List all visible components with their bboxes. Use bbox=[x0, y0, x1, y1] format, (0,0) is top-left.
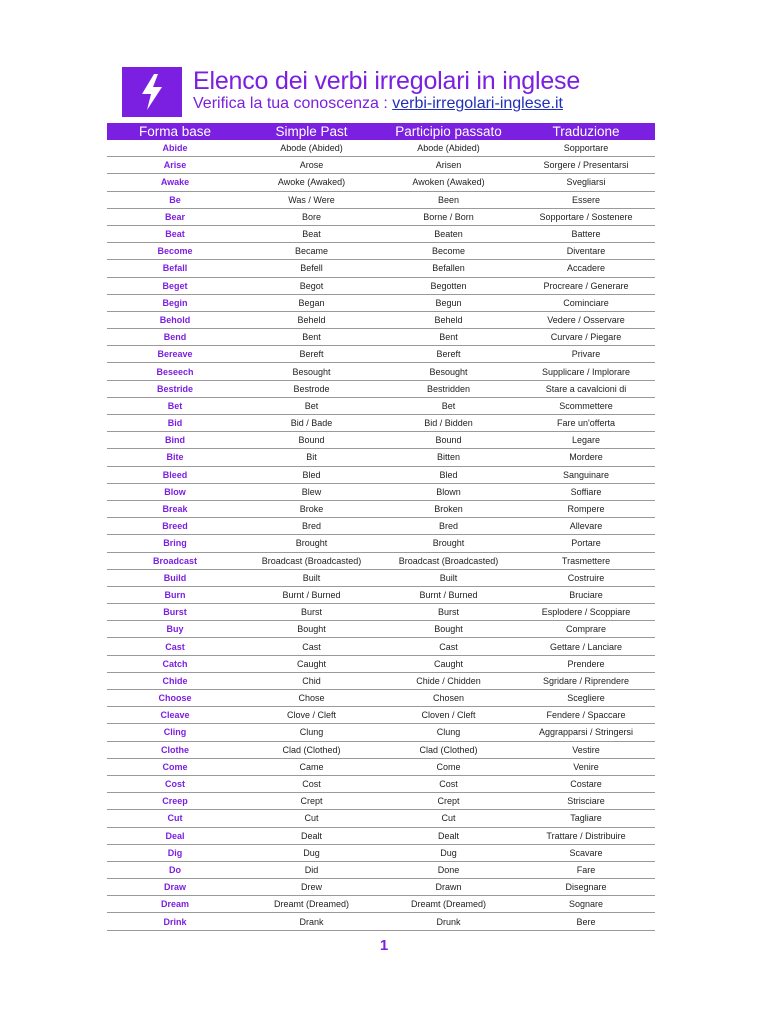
table-row bbox=[107, 311, 655, 328]
table-row bbox=[107, 586, 655, 603]
table-row bbox=[107, 655, 655, 672]
cell-base-form: Arise bbox=[107, 157, 243, 174]
cell-simple-past: Cast bbox=[243, 638, 380, 655]
cell-past-participle: Abode (Abided) bbox=[380, 140, 517, 157]
cell-simple-past: Blew bbox=[243, 483, 380, 500]
cell-simple-past: Clad (Clothed) bbox=[243, 741, 380, 758]
cell-translation: Procreare / Generare bbox=[517, 277, 655, 294]
cell-translation: Portare bbox=[517, 535, 655, 552]
page-header bbox=[122, 67, 662, 117]
cell-translation: Trasmettere bbox=[517, 552, 655, 569]
cell-simple-past: Besought bbox=[243, 363, 380, 380]
cell-translation: Legare bbox=[517, 432, 655, 449]
cell-base-form: Bear bbox=[107, 208, 243, 225]
cell-simple-past: Came bbox=[243, 758, 380, 775]
table-row bbox=[107, 793, 655, 810]
cell-base-form: Befall bbox=[107, 260, 243, 277]
cell-simple-past: Burst bbox=[243, 604, 380, 621]
cell-past-participle: Become bbox=[380, 243, 517, 260]
cell-base-form: Begin bbox=[107, 294, 243, 311]
cell-translation: Comprare bbox=[517, 621, 655, 638]
cell-simple-past: Abode (Abided) bbox=[243, 140, 380, 157]
table-row bbox=[107, 758, 655, 775]
cell-translation: Sognare bbox=[517, 896, 655, 913]
cell-past-participle: Drawn bbox=[380, 879, 517, 896]
cell-past-participle: Dealt bbox=[380, 827, 517, 844]
cell-base-form: Break bbox=[107, 500, 243, 517]
table-row bbox=[107, 157, 655, 174]
cell-base-form: Chide bbox=[107, 672, 243, 689]
cell-simple-past: Bled bbox=[243, 466, 380, 483]
cell-past-participle: Chosen bbox=[380, 690, 517, 707]
cell-base-form: Beget bbox=[107, 277, 243, 294]
table-row bbox=[107, 879, 655, 896]
cell-simple-past: Burnt / Burned bbox=[243, 586, 380, 603]
cell-translation: Sorgere / Presentarsi bbox=[517, 157, 655, 174]
cell-translation: Fare un'offerta bbox=[517, 415, 655, 432]
cell-translation: Scavare bbox=[517, 844, 655, 861]
cell-past-participle: Begotten bbox=[380, 277, 517, 294]
cell-simple-past: Caught bbox=[243, 655, 380, 672]
cell-simple-past: Beat bbox=[243, 225, 380, 242]
cell-base-form: Bid bbox=[107, 415, 243, 432]
cell-base-form: Bite bbox=[107, 449, 243, 466]
cell-base-form: Clothe bbox=[107, 741, 243, 758]
cell-past-participle: Bled bbox=[380, 466, 517, 483]
cell-past-participle: Bid / Bidden bbox=[380, 415, 517, 432]
cell-past-participle: Bent bbox=[380, 329, 517, 346]
table-row bbox=[107, 294, 655, 311]
table-row bbox=[107, 552, 655, 569]
cell-base-form: Beseech bbox=[107, 363, 243, 380]
cell-simple-past: Was / Were bbox=[243, 191, 380, 208]
table-row bbox=[107, 432, 655, 449]
cell-past-participle: Come bbox=[380, 758, 517, 775]
column-header-base-form: Forma base bbox=[107, 123, 243, 140]
table-row bbox=[107, 415, 655, 432]
cell-past-participle: Besought bbox=[380, 363, 517, 380]
cell-simple-past: Broadcast (Broadcasted) bbox=[243, 552, 380, 569]
cell-past-participle: Brought bbox=[380, 535, 517, 552]
cell-translation: Disegnare bbox=[517, 879, 655, 896]
cell-base-form: Dig bbox=[107, 844, 243, 861]
table-row bbox=[107, 483, 655, 500]
cell-translation: Bruciare bbox=[517, 586, 655, 603]
cell-base-form: Blow bbox=[107, 483, 243, 500]
cell-base-form: Bring bbox=[107, 535, 243, 552]
table-row bbox=[107, 346, 655, 363]
cell-past-participle: Bitten bbox=[380, 449, 517, 466]
cell-simple-past: Crept bbox=[243, 793, 380, 810]
table-row bbox=[107, 913, 655, 930]
table-header-row bbox=[107, 123, 655, 140]
cell-base-form: Dream bbox=[107, 896, 243, 913]
cell-simple-past: Broke bbox=[243, 500, 380, 517]
cell-simple-past: Did bbox=[243, 861, 380, 878]
table-row bbox=[107, 243, 655, 260]
cell-past-participle: Chide / Chidden bbox=[380, 672, 517, 689]
cell-simple-past: Chose bbox=[243, 690, 380, 707]
cell-past-participle: Befallen bbox=[380, 260, 517, 277]
cell-simple-past: Bent bbox=[243, 329, 380, 346]
table-row bbox=[107, 449, 655, 466]
cell-translation: Sopportare bbox=[517, 140, 655, 157]
site-link[interactable]: verbi-irregolari-inglese.it bbox=[392, 95, 563, 112]
cell-base-form: Breed bbox=[107, 518, 243, 535]
cell-base-form: Burn bbox=[107, 586, 243, 603]
cell-translation: Bere bbox=[517, 913, 655, 930]
cell-past-participle: Clung bbox=[380, 724, 517, 741]
table-row bbox=[107, 466, 655, 483]
cell-translation: Allevare bbox=[517, 518, 655, 535]
cell-past-participle: Bet bbox=[380, 397, 517, 414]
cell-translation: Esplodere / Scoppiare bbox=[517, 604, 655, 621]
page-subtitle bbox=[193, 95, 563, 113]
table-row bbox=[107, 380, 655, 397]
cell-past-participle: Bought bbox=[380, 621, 517, 638]
cell-simple-past: Cost bbox=[243, 775, 380, 792]
cell-base-form: Broadcast bbox=[107, 552, 243, 569]
table-row bbox=[107, 638, 655, 655]
table-row bbox=[107, 896, 655, 913]
column-header-simple-past: Simple Past bbox=[243, 123, 380, 140]
cell-base-form: Behold bbox=[107, 311, 243, 328]
logo bbox=[122, 67, 182, 117]
cell-base-form: Cut bbox=[107, 810, 243, 827]
column-header-past-participle: Participio passato bbox=[380, 123, 517, 140]
cell-translation: Gettare / Lanciare bbox=[517, 638, 655, 655]
cell-base-form: Bind bbox=[107, 432, 243, 449]
cell-base-form: Cast bbox=[107, 638, 243, 655]
cell-simple-past: Drank bbox=[243, 913, 380, 930]
column-header-translation: Traduzione bbox=[517, 123, 655, 140]
cell-past-participle: Arisen bbox=[380, 157, 517, 174]
table-row bbox=[107, 775, 655, 792]
cell-base-form: Build bbox=[107, 569, 243, 586]
cell-simple-past: Bestrode bbox=[243, 380, 380, 397]
cell-translation: Accadere bbox=[517, 260, 655, 277]
cell-translation: Costare bbox=[517, 775, 655, 792]
cell-past-participle: Cut bbox=[380, 810, 517, 827]
cell-translation: Stare a cavalcioni di bbox=[517, 380, 655, 397]
cell-base-form: Draw bbox=[107, 879, 243, 896]
cell-simple-past: Brought bbox=[243, 535, 380, 552]
cell-past-participle: Caught bbox=[380, 655, 517, 672]
table-row bbox=[107, 500, 655, 517]
cell-simple-past: Bid / Bade bbox=[243, 415, 380, 432]
cell-translation: Aggrapparsi / Stringersi bbox=[517, 724, 655, 741]
cell-past-participle: Bereft bbox=[380, 346, 517, 363]
cell-past-participle: Built bbox=[380, 569, 517, 586]
cell-translation: Mordere bbox=[517, 449, 655, 466]
cell-base-form: Bereave bbox=[107, 346, 243, 363]
cell-past-participle: Beaten bbox=[380, 225, 517, 242]
cell-translation: Sgridare / Riprendere bbox=[517, 672, 655, 689]
cell-translation: Privare bbox=[517, 346, 655, 363]
cell-translation: Cominciare bbox=[517, 294, 655, 311]
cell-simple-past: Dug bbox=[243, 844, 380, 861]
cell-past-participle: Dug bbox=[380, 844, 517, 861]
table-row bbox=[107, 707, 655, 724]
table-row bbox=[107, 741, 655, 758]
cell-simple-past: Bet bbox=[243, 397, 380, 414]
cell-simple-past: Became bbox=[243, 243, 380, 260]
table-row bbox=[107, 810, 655, 827]
cell-translation: Trattare / Distribuire bbox=[517, 827, 655, 844]
cell-base-form: Bestride bbox=[107, 380, 243, 397]
cell-simple-past: Clung bbox=[243, 724, 380, 741]
cell-translation: Scegliere bbox=[517, 690, 655, 707]
table-row bbox=[107, 672, 655, 689]
cell-past-participle: Been bbox=[380, 191, 517, 208]
table-row bbox=[107, 518, 655, 535]
cell-past-participle: Beheld bbox=[380, 311, 517, 328]
cell-base-form: Cling bbox=[107, 724, 243, 741]
page-number: 1 bbox=[379, 937, 389, 954]
cell-translation: Soffiare bbox=[517, 483, 655, 500]
cell-base-form: Creep bbox=[107, 793, 243, 810]
table-row bbox=[107, 724, 655, 741]
cell-translation: Diventare bbox=[517, 243, 655, 260]
table-row bbox=[107, 604, 655, 621]
cell-past-participle: Bestridden bbox=[380, 380, 517, 397]
table-row bbox=[107, 861, 655, 878]
table-row bbox=[107, 277, 655, 294]
table-row bbox=[107, 140, 655, 157]
cell-translation: Vestire bbox=[517, 741, 655, 758]
table-row bbox=[107, 260, 655, 277]
table-row bbox=[107, 191, 655, 208]
cell-base-form: Deal bbox=[107, 827, 243, 844]
cell-base-form: Do bbox=[107, 861, 243, 878]
cell-translation: Curvare / Piegare bbox=[517, 329, 655, 346]
cell-past-participle: Begun bbox=[380, 294, 517, 311]
cell-simple-past: Beheld bbox=[243, 311, 380, 328]
cell-past-participle: Cloven / Cleft bbox=[380, 707, 517, 724]
cell-base-form: Choose bbox=[107, 690, 243, 707]
cell-translation: Svegliarsi bbox=[517, 174, 655, 191]
cell-translation: Fendere / Spaccare bbox=[517, 707, 655, 724]
cell-base-form: Drink bbox=[107, 913, 243, 930]
table-row bbox=[107, 208, 655, 225]
cell-past-participle: Dreamt (Dreamed) bbox=[380, 896, 517, 913]
cell-base-form: Become bbox=[107, 243, 243, 260]
table-row bbox=[107, 569, 655, 586]
page-title: Elenco dei verbi irregolari in inglese bbox=[193, 67, 581, 95]
cell-past-participle: Burnt / Burned bbox=[380, 586, 517, 603]
cell-base-form: Cleave bbox=[107, 707, 243, 724]
cell-past-participle: Bound bbox=[380, 432, 517, 449]
cell-past-participle: Done bbox=[380, 861, 517, 878]
cell-simple-past: Began bbox=[243, 294, 380, 311]
cell-simple-past: Chid bbox=[243, 672, 380, 689]
subtitle-text: Verifica la tua conoscenza : bbox=[193, 95, 393, 112]
cell-base-form: Awake bbox=[107, 174, 243, 191]
cell-translation: Rompere bbox=[517, 500, 655, 517]
lightning-bolt-icon bbox=[137, 73, 167, 111]
table-row bbox=[107, 397, 655, 414]
cell-base-form: Come bbox=[107, 758, 243, 775]
cell-simple-past: Bore bbox=[243, 208, 380, 225]
cell-translation: Strisciare bbox=[517, 793, 655, 810]
cell-translation: Tagliare bbox=[517, 810, 655, 827]
cell-simple-past: Bought bbox=[243, 621, 380, 638]
cell-base-form: Be bbox=[107, 191, 243, 208]
table-row bbox=[107, 174, 655, 191]
cell-simple-past: Clove / Cleft bbox=[243, 707, 380, 724]
cell-translation: Costruire bbox=[517, 569, 655, 586]
cell-simple-past: Dreamt (Dreamed) bbox=[243, 896, 380, 913]
table-row bbox=[107, 827, 655, 844]
irregular-verbs-table bbox=[107, 123, 655, 931]
cell-translation: Scommettere bbox=[517, 397, 655, 414]
cell-past-participle: Cast bbox=[380, 638, 517, 655]
cell-base-form: Abide bbox=[107, 140, 243, 157]
cell-simple-past: Built bbox=[243, 569, 380, 586]
cell-past-participle: Cost bbox=[380, 775, 517, 792]
table-row bbox=[107, 329, 655, 346]
table-row bbox=[107, 844, 655, 861]
cell-simple-past: Arose bbox=[243, 157, 380, 174]
cell-base-form: Bend bbox=[107, 329, 243, 346]
cell-past-participle: Awoken (Awaked) bbox=[380, 174, 517, 191]
cell-past-participle: Broken bbox=[380, 500, 517, 517]
cell-translation: Vedere / Osservare bbox=[517, 311, 655, 328]
cell-translation: Venire bbox=[517, 758, 655, 775]
cell-base-form: Burst bbox=[107, 604, 243, 621]
cell-base-form: Beat bbox=[107, 225, 243, 242]
cell-simple-past: Cut bbox=[243, 810, 380, 827]
cell-translation: Battere bbox=[517, 225, 655, 242]
table-row bbox=[107, 690, 655, 707]
cell-translation: Fare bbox=[517, 861, 655, 878]
table-row bbox=[107, 363, 655, 380]
cell-past-participle: Drunk bbox=[380, 913, 517, 930]
cell-translation: Essere bbox=[517, 191, 655, 208]
cell-base-form: Cost bbox=[107, 775, 243, 792]
cell-translation: Prendere bbox=[517, 655, 655, 672]
cell-simple-past: Bound bbox=[243, 432, 380, 449]
cell-simple-past: Bit bbox=[243, 449, 380, 466]
cell-translation: Sopportare / Sostenere bbox=[517, 208, 655, 225]
cell-simple-past: Awoke (Awaked) bbox=[243, 174, 380, 191]
cell-translation: Sanguinare bbox=[517, 466, 655, 483]
cell-simple-past: Begot bbox=[243, 277, 380, 294]
table-row bbox=[107, 535, 655, 552]
cell-past-participle: Crept bbox=[380, 793, 517, 810]
cell-past-participle: Clad (Clothed) bbox=[380, 741, 517, 758]
cell-simple-past: Dealt bbox=[243, 827, 380, 844]
cell-translation: Supplicare / Implorare bbox=[517, 363, 655, 380]
cell-simple-past: Befell bbox=[243, 260, 380, 277]
cell-past-participle: Borne / Born bbox=[380, 208, 517, 225]
table-row bbox=[107, 621, 655, 638]
cell-simple-past: Drew bbox=[243, 879, 380, 896]
cell-base-form: Bet bbox=[107, 397, 243, 414]
cell-past-participle: Broadcast (Broadcasted) bbox=[380, 552, 517, 569]
cell-past-participle: Burst bbox=[380, 604, 517, 621]
cell-past-participle: Blown bbox=[380, 483, 517, 500]
table-row bbox=[107, 225, 655, 242]
cell-past-participle: Bred bbox=[380, 518, 517, 535]
cell-base-form: Catch bbox=[107, 655, 243, 672]
cell-simple-past: Bred bbox=[243, 518, 380, 535]
cell-base-form: Bleed bbox=[107, 466, 243, 483]
cell-base-form: Buy bbox=[107, 621, 243, 638]
cell-simple-past: Bereft bbox=[243, 346, 380, 363]
